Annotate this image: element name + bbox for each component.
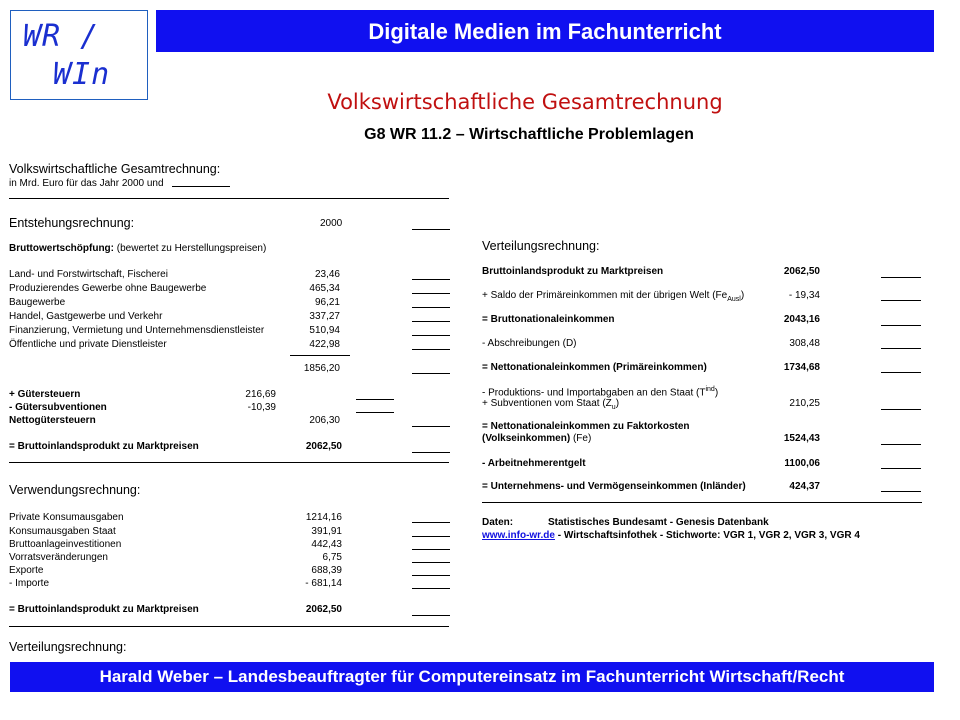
- blank-line: [881, 491, 921, 492]
- sum-bws-value: 1856,20: [303, 363, 340, 374]
- sector-value: 23,46: [314, 269, 340, 280]
- dist-label-text: + Saldo der Primäreinkommen mit der übrigen Welt (Fe: [482, 290, 728, 301]
- sector-value: 510,94: [309, 325, 340, 336]
- topic-title: Volkswirtschaftliche Gesamtrechnung: [327, 90, 723, 114]
- bip2-label: = Bruttoinlandsprodukt zu Marktpreisen: [9, 604, 199, 615]
- blank-line: [412, 426, 450, 427]
- prod-sub: u: [611, 404, 616, 411]
- blank-line: [412, 307, 450, 308]
- volk-line-2: [482, 433, 591, 445]
- sector-label: Baugewerbe: [9, 297, 66, 308]
- blank-line: [881, 409, 921, 410]
- use-label: Private Konsumausgaben: [9, 512, 124, 523]
- untern-label: = Unternehmens- und Vermögenseinkommen (Inländer): [482, 481, 746, 492]
- sector-value: 96,21: [314, 297, 340, 308]
- dist-label: - Abschreibungen (D): [482, 338, 577, 349]
- blank-line: [881, 372, 921, 373]
- left-verteilung-title: Verteilungsrechnung:: [9, 640, 127, 654]
- daten-source: Statistisches Bundesamt - Genesis Datenbank: [548, 517, 769, 528]
- blank-line: [412, 321, 450, 322]
- year-label: 2000: [320, 218, 343, 229]
- use-value: 688,39: [311, 565, 342, 576]
- prod-sup: ind: [705, 386, 715, 393]
- blank-line: [172, 186, 230, 187]
- blank-line: [412, 562, 450, 563]
- bws-title: Bruttowertschöpfung:: [9, 243, 114, 254]
- separator-rule: [9, 462, 449, 463]
- dist-label: = Bruttonationaleinkommen: [482, 314, 615, 325]
- logo: [10, 10, 148, 100]
- volk-fe: (Fe): [572, 433, 592, 444]
- untern-value: 424,37: [789, 481, 820, 492]
- bip-value: 2062,50: [305, 441, 342, 452]
- sector-label: Öffentliche und private Dienstleister: [9, 339, 167, 350]
- subsidy-value: -10,39: [247, 402, 276, 413]
- sector-label: Land- und Forstwirtschaft, Fischerei: [9, 269, 168, 280]
- left-subline: in Mrd. Euro für das Jahr 2000 und: [9, 178, 164, 189]
- use-value: - 681,14: [305, 578, 342, 589]
- net-tax-label: Nettogütersteuern: [9, 415, 96, 426]
- use-label: - Importe: [9, 578, 50, 589]
- sum-rule: [290, 355, 350, 356]
- blank-line: [412, 522, 450, 523]
- blank-line: [412, 575, 450, 576]
- bws-heading: [9, 243, 266, 255]
- bip-label: = Bruttoinlandsprodukt zu Marktpreisen: [9, 441, 199, 452]
- use-value: 1214,16: [305, 512, 342, 523]
- separator-rule: [9, 626, 449, 627]
- header-title: Digitale Medien im Fachunterricht: [368, 19, 722, 44]
- sector-label: Handel, Gastgewerbe und Verkehr: [9, 311, 163, 322]
- logo-line-1: WR /: [23, 19, 100, 54]
- prod-line-1-text: - Produktions- und Importabgaben an den Staat (T: [482, 387, 706, 399]
- volk-value: 1524,43: [783, 433, 820, 444]
- blank-line: [412, 279, 450, 280]
- daten-label: Daten:: [482, 517, 514, 528]
- dist-value: - 19,34: [788, 290, 820, 301]
- bws-note: (bewertet zu Herstellungspreisen): [116, 243, 267, 254]
- blank-line: [881, 444, 921, 445]
- logo-line-2: WIn: [53, 57, 111, 92]
- arbeit-value: 1100,06: [784, 458, 820, 469]
- tax-label: + Gütersteuern: [9, 389, 81, 400]
- tax-value: 216,69: [245, 389, 276, 400]
- sector-value: 422,98: [309, 339, 340, 350]
- use-value: 6,75: [322, 552, 342, 563]
- header-bar: [156, 10, 934, 52]
- subsidy-label: - Gütersubventionen: [9, 402, 107, 413]
- prod-value: 210,25: [789, 398, 820, 409]
- info-link[interactable]: www.info-wr.de: [482, 530, 555, 541]
- blank-line: [412, 549, 450, 550]
- dist-label: Bruttoinlandsprodukt zu Marktpreisen: [482, 266, 664, 277]
- use-value: 391,91: [311, 526, 342, 537]
- blank-line: [412, 536, 450, 537]
- dist-label-sub: Ausl: [727, 296, 741, 303]
- dist-value: 2043,16: [783, 314, 820, 325]
- sector-label: Finanzierung, Vermietung und Unternehmensdienstleister: [9, 325, 265, 336]
- right-title: Verteilungsrechnung:: [482, 239, 600, 253]
- blank-line: [412, 349, 450, 350]
- course-title: G8 WR 11.2 – Wirtschaftliche Problemlagen: [364, 126, 694, 143]
- sector-value: 465,34: [309, 283, 340, 294]
- volk-line-2-text: (Volkseinkommen): [482, 433, 571, 444]
- blank-line: [356, 412, 394, 413]
- blank-line: [412, 588, 450, 589]
- footer-bar: [10, 662, 934, 692]
- verwendung-title: Verwendungsrechnung:: [9, 483, 141, 497]
- blank-line: [356, 399, 394, 400]
- entstehung-title: Entstehungsrechnung:: [9, 216, 135, 230]
- dist-label: = Nettonationaleinkommen (Primäreinkommen): [482, 362, 707, 373]
- use-label: Vorratsveränderungen: [9, 552, 108, 563]
- dist-value: 308,48: [789, 338, 820, 349]
- separator-rule: [9, 198, 449, 199]
- blank-line: [412, 335, 450, 336]
- blank-line: [881, 325, 921, 326]
- dist-value: 1734,68: [783, 362, 820, 373]
- arbeit-label: - Arbeitnehmerentgelt: [482, 458, 586, 469]
- blank-line: [412, 615, 450, 616]
- use-label: Bruttoanlageinvestitionen: [9, 539, 122, 550]
- left-title: Volkswirtschaftliche Gesamtrechnung:: [9, 162, 221, 176]
- dist-label: [482, 290, 744, 306]
- dist-label-tail: ): [740, 290, 745, 301]
- blank-line: [412, 373, 450, 374]
- blank-line: [412, 229, 450, 230]
- volk-line-1: = Nettonationaleinkommen zu Faktorkosten: [482, 421, 690, 432]
- net-tax-value: 206,30: [309, 415, 340, 426]
- dist-value: 2062,50: [783, 266, 820, 277]
- use-value: 442,43: [311, 539, 342, 550]
- separator-rule: [482, 502, 922, 503]
- sector-label: Produzierendes Gewerbe ohne Baugewerbe: [9, 283, 207, 294]
- prod-line-1: - Produktions- und Importabgaben an den Staat $(T^{ind})$: [482, 386, 719, 399]
- use-label: Konsumausgaben Staat: [9, 526, 116, 537]
- blank-line: [881, 348, 921, 349]
- prod-line-2: + Subventionen vom Staat $(Z_u)$: [482, 398, 620, 411]
- blank-line: [881, 468, 921, 469]
- bip2-value: 2062,50: [305, 604, 342, 615]
- blank-line: [412, 293, 450, 294]
- blank-line: [881, 277, 921, 278]
- blank-line: [412, 452, 450, 453]
- prod-line-2-text: + Subventionen vom Staat (Z: [482, 398, 612, 409]
- footer-text: Harald Weber – Landesbeauftragter für Computereinsatz im Fachunterricht Wirtschaft/Recht: [99, 667, 845, 686]
- blank-line: [881, 300, 921, 301]
- use-label: Exporte: [9, 565, 44, 576]
- info-line: [482, 530, 860, 542]
- sector-value: 337,27: [309, 311, 340, 322]
- info-rest: - Wirtschaftsinfothek - Stichworte: VGR 1, VGR 2, VGR 3, VGR 4: [557, 530, 860, 541]
